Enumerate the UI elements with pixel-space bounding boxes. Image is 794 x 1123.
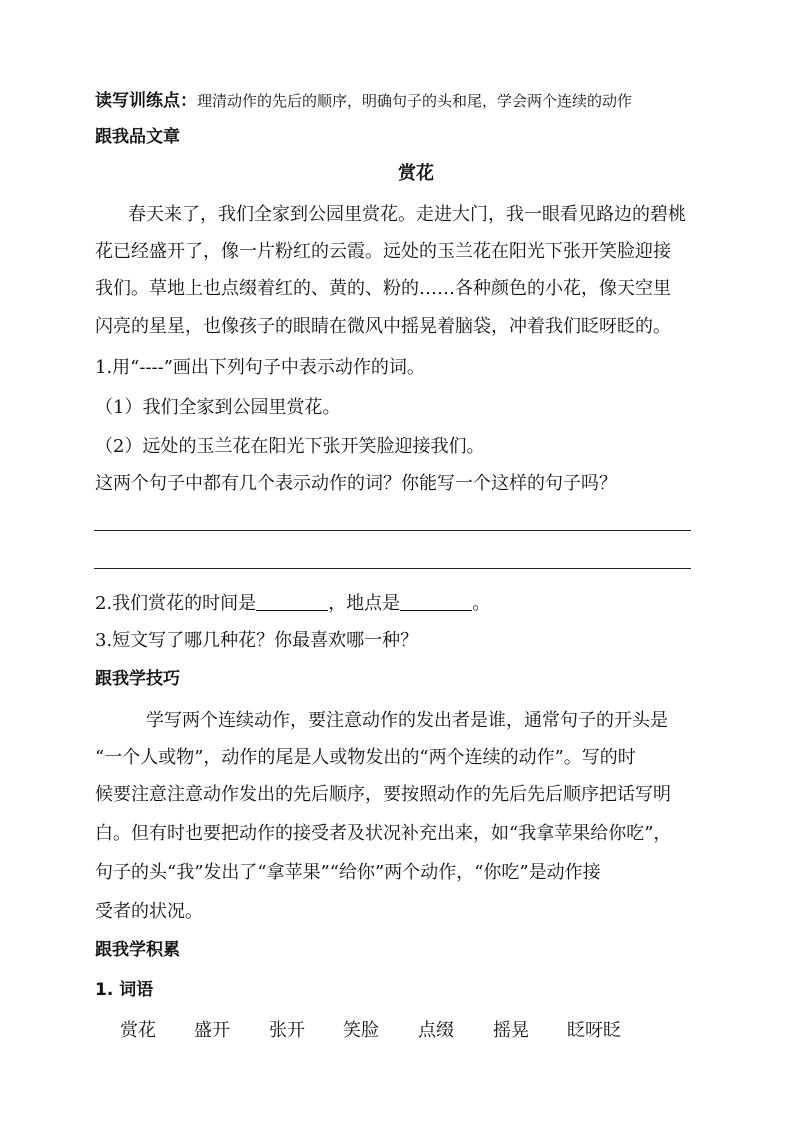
skill-line: 候要注意注意动作发出的先后顺序，要按照动作的先后先后顺序把话写明	[95, 784, 671, 805]
question-2-text: 。	[472, 593, 491, 614]
vocabulary-word: 点缀	[418, 1020, 454, 1041]
answer-line[interactable]	[94, 530, 691, 531]
vocabulary-word: 张开	[269, 1020, 305, 1041]
skill-line: 句子的头“我”发出了“拿苹果”“给你”两个动作，“你吃”是动作接	[95, 862, 601, 883]
question-2-text: 2.我们赏花的时间是	[95, 593, 257, 614]
question-1-item-2: （2）远处的玉兰花在阳光下张开笑脸迎接我们。	[95, 436, 485, 457]
section-heading-skill: 跟我学技巧	[95, 669, 180, 689]
question-2-text: ，地点是	[328, 593, 401, 614]
vocabulary-word: 笑脸	[343, 1020, 379, 1041]
question-1-item-1: （1）我们全家到公园里赏花。	[95, 397, 341, 418]
question-2	[95, 589, 490, 615]
question-1-prompt: 这两个句子中都有几个表示动作的词？你能写一个这样的句子吗？	[95, 473, 617, 494]
training-point	[95, 86, 632, 111]
skill-line: 受者的状况。	[95, 901, 203, 922]
article-line: 闪亮的星星，也像孩子的眼睛在微风中摇晃着脑袋，冲着我们眨呀眨的。	[95, 316, 671, 337]
question-1: 1.用“----”画出下列句子中表示动作的词。	[95, 357, 425, 378]
article-line: 花已经盛开了，像一片粉红的云霞。远处的玉兰花在阳光下张开笑脸迎接	[95, 241, 671, 262]
article-line: 我们。草地上也点缀着红的、黄的、粉的……各种颜色的小花，像天空里	[95, 278, 671, 299]
answer-blank-place[interactable]	[400, 594, 472, 611]
training-point-label: 读写训练点：	[95, 91, 197, 111]
skill-line: 学写两个连续动作，要注意动作的发出者是谁，通常句子的开头是	[146, 710, 668, 731]
vocabulary-word: 赏花	[120, 1020, 156, 1041]
answer-blank-time[interactable]	[256, 594, 328, 611]
skill-line: “一个人或物”，动作的尾是人或物发出的“两个连续的动作”。写的时	[95, 747, 636, 768]
vocabulary-word: 眨呀眨	[567, 1020, 621, 1041]
vocabulary-word: 摇晃	[493, 1020, 529, 1041]
article-line: 春天来了，我们全家到公园里赏花。走进大门，我一眼看见路边的碧桃	[128, 204, 686, 225]
article-title: 赏花	[398, 163, 434, 184]
answer-line[interactable]	[94, 568, 691, 569]
vocabulary-subheading: 1. 词语	[95, 980, 154, 1000]
vocabulary-word: 盛开	[194, 1020, 230, 1041]
section-heading-accumulate: 跟我学积累	[95, 940, 180, 960]
question-3: 3.短文写了哪几种花？你最喜欢哪一种？	[95, 630, 419, 651]
training-point-text: 理清动作的先后的顺序，明确句子的头和尾，学会两个连续的动作	[197, 92, 633, 110]
section-heading-read: 跟我品文章	[95, 127, 180, 147]
skill-line: 白。但有时也要把动作的接受者及状况补充出来，如“我拿苹果给你吃”，	[95, 823, 672, 844]
